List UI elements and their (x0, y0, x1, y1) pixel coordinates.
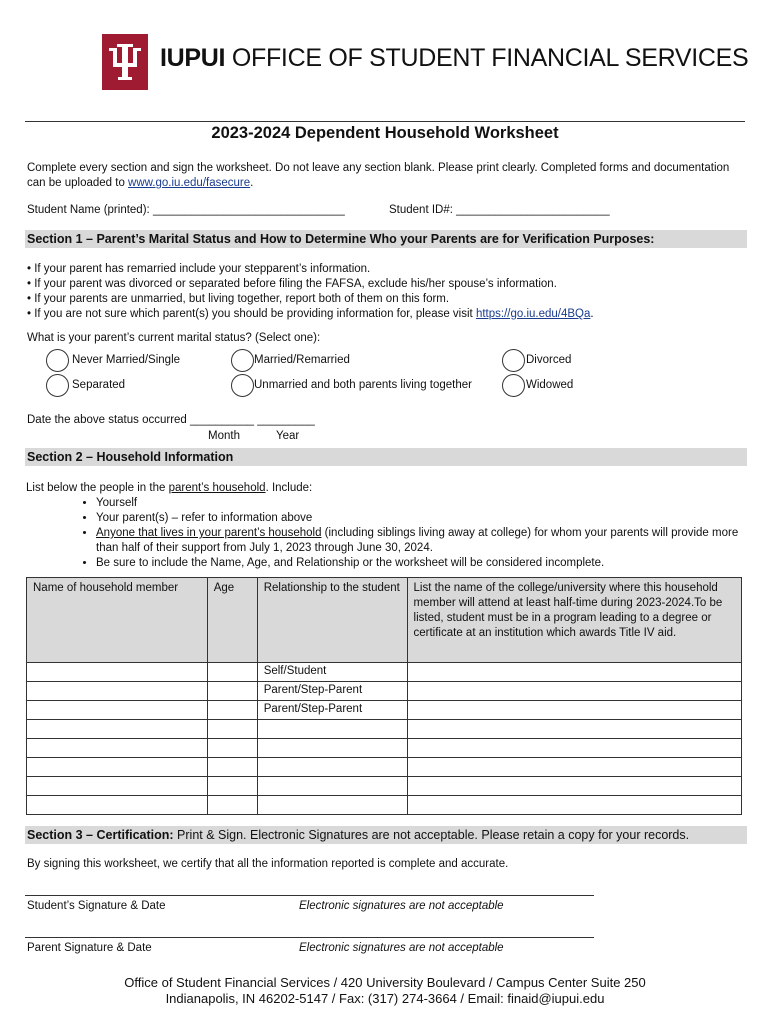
table-row (27, 777, 742, 796)
section1-heading: Section 1 – Parent’s Marital Status and How to Determine Who your Parents are for Verification Purposes: (25, 230, 747, 248)
college-cell[interactable] (407, 682, 741, 701)
college-cell[interactable] (407, 701, 741, 720)
esig-note: Electronic signatures are not acceptable (299, 900, 504, 912)
radio-label: Never Married/Single (72, 354, 181, 366)
name-cell[interactable] (27, 777, 208, 796)
status-date-field[interactable]: Date the above status occurred __________ _________ (27, 414, 315, 426)
col-header-relationship: Relationship to the student (257, 578, 407, 663)
col-header-age: Age (207, 578, 257, 663)
parent-signature-line[interactable] (25, 937, 594, 938)
page-title: 2023-2024 Dependent Household Worksheet (211, 124, 559, 142)
logo-wordmark: IUPUI OFFICE OF STUDENT FINANCIAL SERVICES (160, 44, 749, 72)
parent-guide-link[interactable]: https://go.iu.edu/4BQa (475, 308, 591, 320)
college-cell[interactable] (407, 777, 741, 796)
name-cell[interactable] (27, 682, 208, 701)
list-item: • Yourself (96, 496, 746, 511)
name-cell[interactable] (27, 720, 208, 739)
household-table (26, 577, 742, 815)
table-row (27, 663, 742, 682)
college-cell[interactable] (407, 796, 741, 815)
name-cell[interactable] (27, 739, 208, 758)
table-row (27, 758, 742, 777)
title-rule (25, 121, 745, 122)
iu-trident-icon (102, 34, 148, 90)
table-row (27, 796, 742, 815)
student-signature-label: Student’s Signature & Date (27, 900, 166, 912)
college-cell[interactable] (407, 739, 741, 758)
student-signature-line[interactable] (25, 895, 594, 896)
relationship-cell[interactable] (257, 777, 407, 796)
radio-label: Married/Remarried (254, 354, 350, 366)
name-cell[interactable] (27, 758, 208, 777)
radio-widowed[interactable] (502, 374, 525, 397)
certify-text: By signing this worksheet, we certify that all the information reported is complete and accurate. (27, 858, 509, 870)
col-header-college: List the name of the college/university where this household member will attend at least half-time during 2023-2024.To be listed, student must be in a program leading to a degree or certificate at an institution which awards Title IV aid. (407, 578, 741, 663)
radio-label: Unmarried and both parents living together (254, 379, 472, 391)
age-cell[interactable] (207, 796, 257, 815)
radio-unmarried-living-together[interactable] (231, 374, 254, 397)
radio-married[interactable] (231, 349, 254, 372)
college-cell[interactable] (407, 720, 741, 739)
radio-label: Divorced (526, 354, 572, 366)
relationship-cell[interactable] (257, 796, 407, 815)
table-header-row (27, 578, 742, 663)
table-row (27, 701, 742, 720)
student-name-field[interactable]: Student Name (printed): ______________________________ (27, 204, 345, 216)
list-item: • Anyone that lives in your parent’s household (including siblings living away at college) for whom your parents will provide more than half of their support from July 1, 2023 through June 30, 2024. (96, 526, 746, 556)
section2-heading: Section 2 – Household Information (25, 448, 747, 466)
radio-label: Widowed (526, 379, 574, 391)
section2-instructions: List below the people in the parent’s household. Include: • Yourself • Your parent(s) – refer to information above • Anyone that lives in your parent’s household (including siblings living away at college) for whom your parents will provide more than half of their support from July 1, 2023 through June 30, 2024. • Be sure to include the Name, Age, and Relationship or the worksheet will be considered incomplete. (26, 481, 746, 571)
table-row (27, 739, 742, 758)
intro-text: Complete every section and sign the worksheet. Do not leave any section blank. Please print clearly. Completed forms and documentation can be uploaded to www.go.iu.edu/fasecure. (27, 162, 730, 189)
relationship-cell[interactable] (257, 758, 407, 777)
col-header-name: Name of household member (27, 578, 208, 663)
radio-label: Separated (72, 379, 126, 391)
table-row (27, 682, 742, 701)
age-cell[interactable] (207, 720, 257, 739)
name-cell[interactable] (27, 663, 208, 682)
table-row (27, 720, 742, 739)
relationship-cell: Self/Student (257, 663, 407, 682)
age-cell[interactable] (207, 701, 257, 720)
name-cell[interactable] (27, 796, 208, 815)
radio-never-married[interactable] (46, 349, 69, 372)
name-cell[interactable] (27, 701, 208, 720)
radio-separated[interactable] (46, 374, 69, 397)
age-cell[interactable] (207, 739, 257, 758)
age-cell[interactable] (207, 663, 257, 682)
relationship-cell[interactable] (257, 739, 407, 758)
college-cell[interactable] (407, 663, 741, 682)
list-item: • Be sure to include the Name, Age, and Relationship or the worksheet will be considered incomplete. (96, 556, 746, 571)
student-id-field[interactable]: Student ID#: ________________________ (389, 204, 610, 216)
year-label: Year (276, 430, 300, 442)
fasecure-link[interactable]: www.go.iu.edu/fasecure (128, 177, 251, 189)
age-cell[interactable] (207, 758, 257, 777)
college-cell[interactable] (407, 758, 741, 777)
relationship-cell: Parent/Step-Parent (257, 682, 407, 701)
relationship-cell: Parent/Step-Parent (257, 701, 407, 720)
list-item: • Your parent(s) – refer to information above (96, 511, 746, 526)
esig-note: Electronic signatures are not acceptable (299, 942, 504, 954)
age-cell[interactable] (207, 777, 257, 796)
age-cell[interactable] (207, 682, 257, 701)
parent-signature-label: Parent Signature & Date (27, 942, 152, 954)
section3-heading: Section 3 – Certification: Print & Sign. Electronic Signatures are not acceptable. Please retain a copy for your records. (25, 826, 747, 844)
relationship-cell[interactable] (257, 720, 407, 739)
marital-question: What is your parent’s current marital status? (Select one): (27, 332, 321, 344)
footer-address: Office of Student Financial Services / 420 University Boulevard / Campus Center Suite 250 Indianapolis, IN 46202-5147 / Fax: (317) 274-3664 / Email: finaid@iupui.edu (124, 975, 646, 1006)
radio-divorced[interactable] (502, 349, 525, 372)
section1-bullets: • If your parent has remarried include your stepparent’s information. • If your parent was divorced or separated before filing the FAFSA, exclude his/her spouse’s information. • If your parents are unmarried, but living together, report both of them on this form. • If you are not sure which parent(s) you should be providing information for, please visit https://go.iu.edu/4BQa. (27, 263, 594, 320)
month-label: Month (208, 430, 240, 442)
